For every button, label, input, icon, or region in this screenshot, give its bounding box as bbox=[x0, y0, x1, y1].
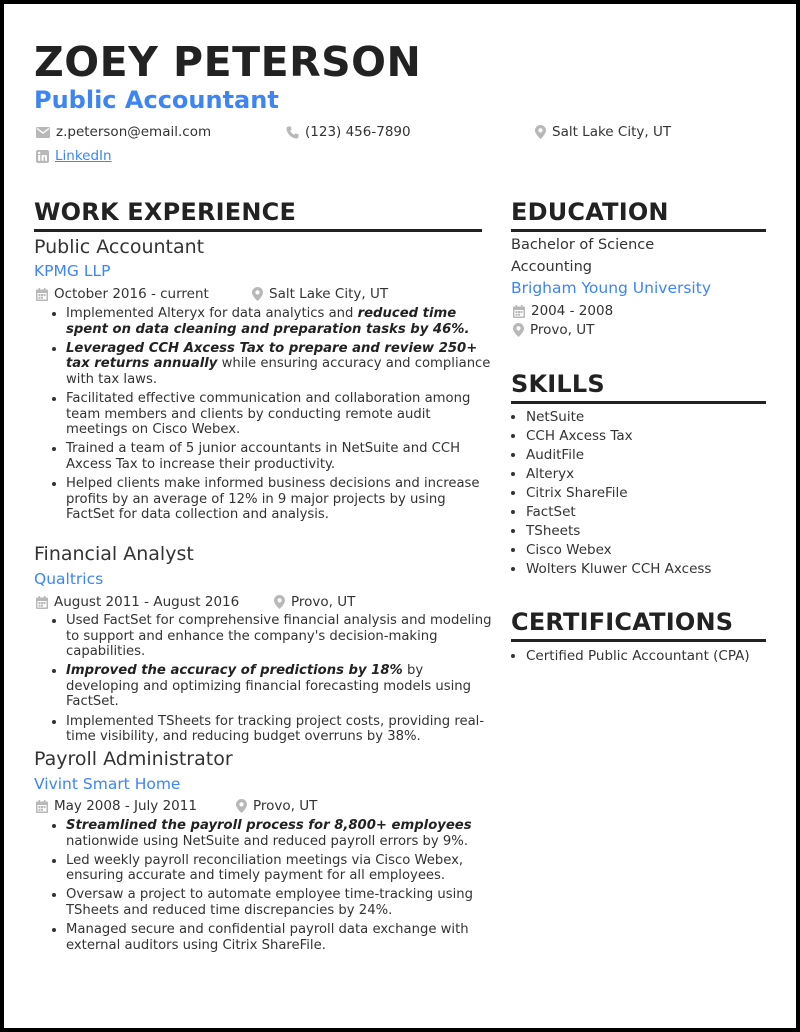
job-2-company: Qualtrics bbox=[34, 570, 104, 588]
list-item: • Oversaw a project to automate employee time-tracking using TSheets and reduced time discrepancies by 24%. bbox=[66, 887, 496, 918]
list-item: • AuditFile bbox=[526, 446, 711, 465]
phone-icon bbox=[286, 126, 299, 139]
education-location-text: Provo, UT bbox=[530, 322, 595, 338]
skills-heading: SKILLS bbox=[511, 370, 605, 398]
list-item: • Used FactSet for comprehensive financial analysis and modeling to support and enhance the company's decision-making capabilities. bbox=[66, 613, 496, 660]
candidate-name: ZOEY PETERSON bbox=[34, 38, 422, 86]
education-heading: EDUCATION bbox=[511, 198, 669, 226]
list-item: • Facilitated effective communication and collaboration among team members and clients by conducting remote audit meetings on Cisco Webex. bbox=[66, 391, 496, 438]
map-pin-icon bbox=[252, 287, 263, 301]
certifications-heading: CERTIFICATIONS bbox=[511, 608, 734, 636]
skills-list bbox=[511, 408, 711, 579]
work-experience-rule bbox=[34, 229, 482, 232]
email-text: z.peterson@email.com bbox=[56, 124, 212, 140]
list-item: • Certified Public Accountant (CPA) bbox=[526, 647, 750, 666]
job-3-company: Vivint Smart Home bbox=[34, 775, 181, 793]
job-3-location bbox=[236, 798, 317, 814]
calendar-icon bbox=[36, 596, 48, 609]
list-item: • Managed secure and confidential payroll data exchange with external auditors using Citrix ShareFile. bbox=[66, 922, 496, 953]
job-1-bullets bbox=[51, 306, 496, 526]
education-location bbox=[513, 322, 594, 338]
map-pin-icon bbox=[274, 595, 285, 609]
list-item: • CCH Axcess Tax bbox=[526, 427, 711, 446]
job-2-title: Financial Analyst bbox=[34, 543, 194, 565]
certifications-rule bbox=[511, 639, 766, 642]
calendar-icon bbox=[513, 305, 525, 318]
job-1-dates bbox=[36, 286, 209, 302]
education-dates bbox=[513, 303, 613, 319]
list-item: • Implemented TSheets for tracking project costs, providing real-time visibility, and reducing budget overruns by 38%. bbox=[66, 714, 496, 745]
resume-page bbox=[4, 4, 796, 1028]
degree: Bachelor of Science bbox=[511, 237, 655, 253]
job-1-dates-text: October 2016 - current bbox=[54, 286, 209, 302]
job-2-location bbox=[274, 594, 355, 610]
contact-phone[interactable] bbox=[286, 124, 411, 140]
list-item: • Citrix ShareFile bbox=[526, 484, 711, 503]
map-pin-icon bbox=[535, 125, 546, 139]
job-1-location-text: Salt Lake City, UT bbox=[269, 286, 389, 302]
job-3-dates bbox=[36, 798, 197, 814]
list-item: • Wolters Kluwer CCH Axcess bbox=[526, 560, 711, 579]
location-text: Salt Lake City, UT bbox=[552, 124, 672, 140]
school-name: Brigham Young University bbox=[511, 279, 711, 297]
job-1-company: KPMG LLP bbox=[34, 262, 111, 280]
phone-text: (123) 456-7890 bbox=[305, 124, 411, 140]
job-2-bullets bbox=[51, 613, 496, 748]
list-item: • Implemented Alteryx for data analytics and reduced time spent on data cleaning and preparation tasks by 46%. bbox=[66, 306, 496, 337]
list-item: • Led weekly payroll reconciliation meetings via Cisco Webex, ensuring accurate and timely payment for all employees. bbox=[66, 853, 496, 884]
field-of-study: Accounting bbox=[511, 259, 592, 275]
list-item: • Leveraged CCH Axcess Tax to prepare and review 250+ tax returns annually while ensuring accuracy and compliance with tax laws. bbox=[66, 341, 496, 388]
linkedin-icon bbox=[36, 150, 49, 163]
contact-email[interactable] bbox=[36, 124, 211, 140]
job-3-bullets bbox=[51, 818, 496, 957]
calendar-icon bbox=[36, 288, 48, 301]
job-2-dates bbox=[36, 594, 239, 610]
contact-location bbox=[535, 124, 671, 140]
job-3-location-text: Provo, UT bbox=[253, 798, 318, 814]
job-1-location bbox=[252, 286, 388, 302]
education-dates-text: 2004 - 2008 bbox=[531, 303, 614, 319]
map-pin-icon bbox=[236, 799, 247, 813]
list-item: • Alteryx bbox=[526, 465, 711, 484]
education-rule bbox=[511, 229, 766, 232]
linkedin-link[interactable]: LinkedIn bbox=[55, 148, 112, 164]
job-2-dates-text: August 2011 - August 2016 bbox=[54, 594, 240, 610]
list-item: • Streamlined the payroll process for 8,800+ employees nationwide using NetSuite and reduced payroll errors by 9%. bbox=[66, 818, 496, 849]
list-item: • Trained a team of 5 junior accountants in NetSuite and CCH Axcess Tax to increase their productivity. bbox=[66, 441, 496, 472]
list-item: • FactSet bbox=[526, 503, 711, 522]
contact-linkedin[interactable] bbox=[36, 148, 112, 164]
calendar-icon bbox=[36, 800, 48, 813]
list-item: • Cisco Webex bbox=[526, 541, 711, 560]
skills-rule bbox=[511, 401, 766, 404]
job-2-location-text: Provo, UT bbox=[291, 594, 356, 610]
job-3-title: Payroll Administrator bbox=[34, 748, 233, 770]
candidate-role: Public Accountant bbox=[34, 86, 279, 114]
map-pin-icon bbox=[513, 323, 524, 337]
list-item: • Helped clients make informed business decisions and increase profits by an average of 12% in 9 major projects by using FactSet for data collection and analysis. bbox=[66, 476, 496, 523]
list-item: • Improved the accuracy of predictions by 18% by developing and optimizing financial forecasting models using FactSet. bbox=[66, 663, 496, 710]
work-experience-heading: WORK EXPERIENCE bbox=[34, 198, 297, 226]
list-item: • NetSuite bbox=[526, 408, 711, 427]
job-1-title: Public Accountant bbox=[34, 236, 205, 258]
job-3-dates-text: May 2008 - July 2011 bbox=[54, 798, 197, 814]
envelope-icon bbox=[36, 127, 50, 138]
certifications-list bbox=[511, 647, 750, 666]
list-item: • TSheets bbox=[526, 522, 711, 541]
